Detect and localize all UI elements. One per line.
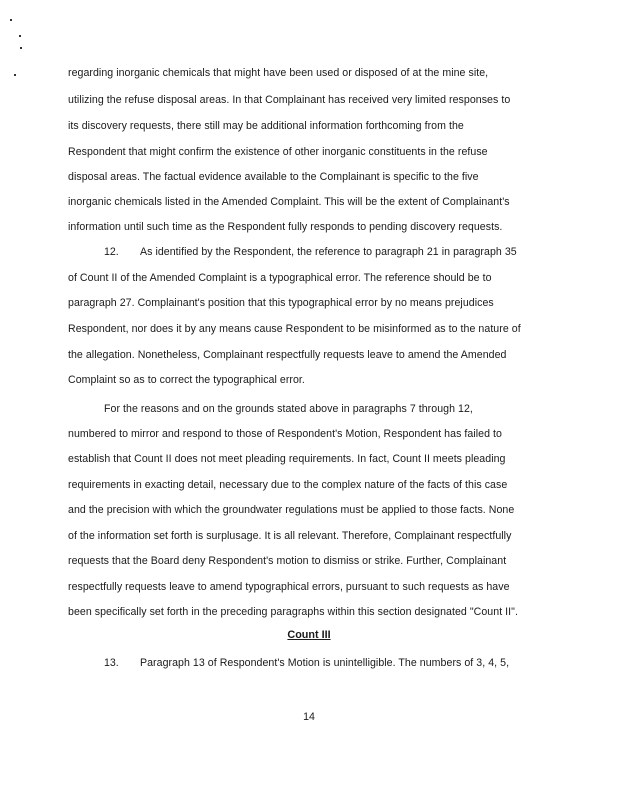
text-line: information until such time as the Respondent fully responds to pending discovery requests. [68,221,503,233]
text-line: inorganic chemicals listed in the Amended Complaint. This will be the extent of Complainant's [68,196,510,208]
paragraph-number: 13. [104,657,119,669]
text-line: establish that Count II does not meet pleading requirements. In fact, Count II meets pleading [68,453,506,465]
text-line: Paragraph 13 of Respondent's Motion is unintelligible. The numbers of 3, 4, 5, [140,657,510,669]
text-line: utilizing the refuse disposal areas. In that Complainant has received very limited responses to [68,94,511,106]
text-line: been specifically set forth in the preceding paragraphs within this section designated "Count II". [68,606,518,618]
text-line: of the information set forth is surplusage. It is all relevant. Therefore, Complainant respectfully [68,530,512,542]
text-line: and the precision with which the groundwater regulations must be applied to those facts. None [68,504,515,516]
text-line: paragraph 27. Complainant's position that this typographical error by no means prejudices [68,297,494,309]
text-line: its discovery requests, there still may be additional information forthcoming from the [68,120,464,132]
text-line: the allegation. Nonetheless, Complainant respectfully requests leave to amend the Amended [68,349,507,361]
text-line: disposal areas. The factual evidence available to the Complainant is specific to the five [68,171,479,183]
text-line: Respondent, nor does it by any means cause Respondent to be misinformed as to the nature of [68,323,521,335]
text-line: requests that the Board deny Respondent's motion to dismiss or strike. Further, Complainant [68,555,507,567]
text-line: For the reasons and on the grounds stated above in paragraphs 7 through 12, [104,403,473,415]
text-line: As identified by the Respondent, the reference to paragraph 21 in paragraph 35 [140,246,517,258]
paragraph-number: 12. [104,246,119,258]
scan-speck [20,47,22,49]
page-number: 14 [303,711,315,723]
scan-speck [14,74,16,76]
text-line: respectfully requests leave to amend typographical errors, pursuant to such requests as have [68,581,510,593]
text-line: of Count II of the Amended Complaint is a typographical error. The reference should be to [68,272,492,284]
scan-speck [19,35,21,37]
text-line: regarding inorganic chemicals that might have been used or disposed of at the mine site, [68,67,489,79]
text-line: Respondent that might confirm the existence of other inorganic constituents in the refuse [68,146,488,158]
text-line: numbered to mirror and respond to those of Respondent's Motion, Respondent has failed to [68,428,502,440]
text-line: requirements in exacting detail, necessary due to the complex nature of the facts of this case [68,479,508,491]
section-heading: Count III [287,629,331,641]
scan-speck [10,19,12,21]
text-line: Complaint so as to correct the typographical error. [68,374,305,386]
